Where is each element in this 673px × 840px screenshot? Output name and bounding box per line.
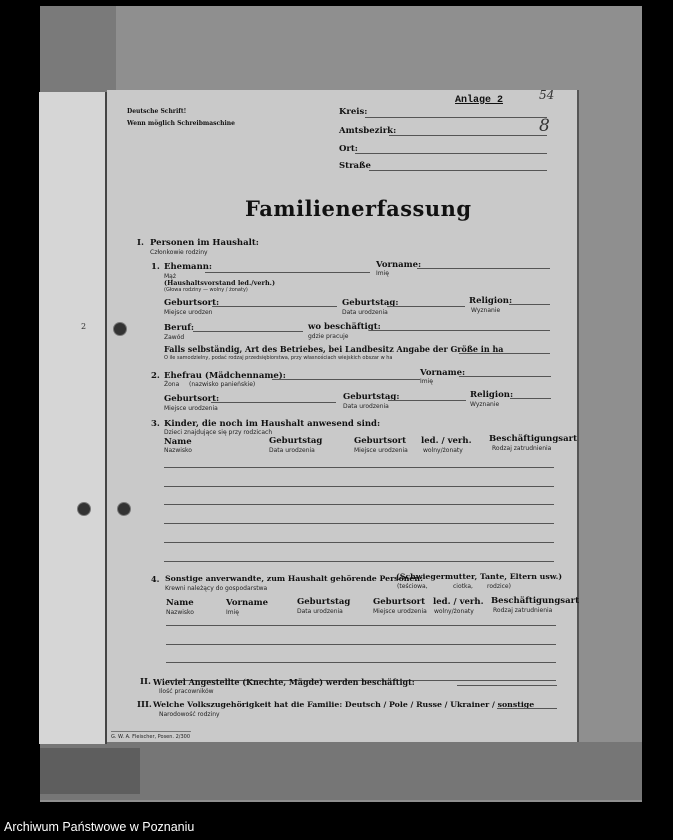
wife-geburtsort-label: Geburtsort: [164,394,220,404]
wife-geburtsort-field[interactable] [211,402,336,403]
relatives-col-beschaeftigung-pl: Rodzaj zatrudnienia [493,607,553,614]
relatives-col-geburtsort: Geburtsort [373,597,426,607]
husband-religion-label: Religion: [469,296,513,306]
relatives-col-status-pl: wolny/żonaty [434,608,474,615]
husband-geburtstag-field[interactable] [387,306,465,307]
relatives-examples-pl2: ciotka, [453,583,473,590]
section3-text-pl: Narodowość rodziny [159,711,220,718]
children-number: 3. [151,419,160,429]
flap-mark: 2 [81,322,87,331]
printer-imprint: G. W. A. Fleischer, Posen. 2/300 [111,734,191,740]
wife-geburtsort-pl: Miejsce urodzenia [164,405,218,412]
children-heading: Kinder, die noch im Haushalt anwesend sind: [164,419,381,429]
punch-hole [77,502,91,516]
kreis-field[interactable] [365,117,547,118]
wife-label-pl2: (nazwisko panieńskie) [189,381,256,388]
children-row-line[interactable] [164,467,554,468]
form-title: Familienerfassung [245,196,472,221]
relatives-col-vorname: Vorname [226,598,269,608]
anlage-label: Anlage 2 [455,95,504,106]
relatives-row-line[interactable] [166,644,556,645]
strasse-field[interactable] [369,170,547,171]
relatives-heading-pl: Krewni należący do gospodarstwa [165,585,268,592]
children-col-name-pl: Nazwisko [164,447,192,454]
relatives-col-vorname-pl: Imię [226,609,239,616]
relatives-row-line[interactable] [166,662,556,663]
husband-vorname-field[interactable] [417,268,550,269]
children-col-geburtsort: Geburtsort [354,436,407,446]
ort-field[interactable] [355,153,547,154]
husband-vorname-pl: Imię [376,270,389,277]
wife-label: Ehefrau (Mädchenname): [164,371,286,381]
wife-geburtstag-label: Geburtstag: [343,392,400,402]
backboard-left-corner [40,6,116,102]
husband-label-pl: Mąż [164,273,177,280]
husband-falls-pl: O ile samodzielny, podać rodzaj przedsiębiorstwa, przy własnościach wiejskich obszar w ha [164,355,393,361]
children-col-name: Name [164,437,192,447]
section3-field[interactable] [497,708,557,709]
handwritten-mark: 8 [539,116,550,136]
wife-number: 2. [151,371,160,381]
punch-hole [117,502,131,516]
wife-vorname-label: Vorname: [420,368,466,378]
husband-religion-pl: Wyznanie [471,307,501,314]
relatives-col-geburtsort-pl: Miejsce urodzenia [373,608,427,615]
husband-beruf-pl: Zawód [164,334,185,341]
children-col-status: led. / verh. [421,436,472,446]
section2-field[interactable] [457,685,557,686]
children-col-geburtstag: Geburtstag [269,436,323,446]
form-sheet [107,90,579,742]
husband-religion-field[interactable] [509,304,550,305]
husband-falls-field[interactable] [459,353,550,354]
section1-heading: Personen im Haushalt: [150,238,259,248]
children-heading-pl: Dzieci znajdujące się przy rodzicach [164,429,273,436]
wife-geburtstag-field[interactable] [388,400,466,401]
children-row-line[interactable] [164,561,554,562]
husband-label: Ehemann: [164,262,213,272]
husband-beruf-label: Beruf: [164,323,195,333]
wife-label-pl: Żona [164,381,180,388]
husband-falls-label: Falls selbständig, Art des Betriebes, bei Landbesitz Angabe der Größe in ha [164,344,504,354]
relatives-col-name: Name [166,598,194,608]
backboard-bottom-left [40,748,140,794]
punch-hole [113,322,127,336]
wife-vorname-pl: Imię [420,378,433,385]
children-col-geburtsort-pl: Miejsce urodzenia [354,447,408,454]
children-col-status-pl: wolny/żonaty [423,447,463,454]
section1-heading-pl: Członkowie rodziny [150,249,208,256]
husband-geburtsort-label: Geburtsort: [164,298,220,308]
husband-sub-pl: (Głowa rodziny — wolny / żonaty) [164,287,248,293]
wife-geburtstag-pl: Data urodzenia [343,403,389,410]
note-line1: Deutsche Schrift! [127,108,187,115]
husband-wo-field[interactable] [369,330,550,331]
husband-wo-label: wo beschäftigt: [308,322,381,332]
children-row-line[interactable] [164,542,554,543]
husband-sub: (Haushaltsvorstand led./verh.) [164,279,276,287]
relatives-row-line[interactable] [166,625,556,626]
husband-geburtsort-pl: Miejsce urodzen [164,309,213,316]
husband-geburtsort-field[interactable] [212,306,337,307]
folder-flap [39,92,107,744]
children-col-geburtstag-pl: Data urodzenia [269,447,315,454]
husband-wo-pl: gdzie pracuje [308,333,349,340]
section3-text: Welche Volkszugehörigkeit hat die Familie: Deutsch / Pole / Russe / Ukrainer / sonstige [153,700,535,709]
husband-beruf-field[interactable] [193,331,303,332]
wife-vorname-field[interactable] [459,376,551,377]
section2-text: Wieviel Angestellte (Knechte, Mägde) werden beschäftigt: [153,677,415,687]
children-row-line[interactable] [164,523,554,524]
husband-geburtstag-pl: Data urodzenia [342,309,388,316]
relatives-col-beschaeftigung: Beschäftigungsart [491,596,579,606]
husband-vorname-label: Vorname: [376,260,422,270]
wife-religion-field[interactable] [510,398,551,399]
relatives-col-name-pl: Nazwisko [166,609,194,616]
ort-label: Ort: [339,144,358,154]
printer-divider [111,731,191,732]
kreis-label: Kreis: [339,107,368,117]
husband-geburtstag-label: Geburtstag: [342,298,399,308]
strasse-label: Straße [339,161,371,171]
relatives-col-geburtstag: Geburtstag [297,597,351,607]
note-line2: Wenn möglich Schreibmaschine [127,120,235,127]
section1-number: I. [137,238,144,248]
relatives-col-status: led. / verh. [433,597,484,607]
children-col-beschaeftigung: Beschäftigungsart [489,434,577,444]
amtsbezirk-field[interactable] [389,135,547,136]
relatives-examples-pl1: (teściowa, [397,583,428,590]
wife-religion-pl: Wyznanie [470,401,500,408]
section2-text-pl: Ilość pracowników [159,688,214,695]
archive-caption: Archiwum Państwowe w Poznaniu [4,820,195,834]
handwritten-number: 54 [539,88,555,102]
wife-religion-label: Religion: [470,390,514,400]
relatives-number: 4. [151,574,160,584]
children-row-line[interactable] [164,486,554,487]
children-col-beschaeftigung-pl: Rodzaj zatrudnienia [492,445,552,452]
relatives-col-geburtstag-pl: Data urodzenia [297,608,343,615]
section3-number: III. [137,700,152,710]
relatives-examples-pl3: rodzice) [487,583,511,590]
wife-surname-field[interactable] [272,379,420,380]
relatives-heading: Sonstige anverwandte, zum Haushalt gehörende Personen: [165,574,423,583]
husband-number: 1. [151,262,160,272]
section2-number: II. [140,677,151,687]
amtsbezirk-label: Amtsbezirk: [339,126,397,136]
husband-surname-field[interactable] [205,272,370,273]
children-row-line[interactable] [164,504,554,505]
relatives-examples: (Schwiegermutter, Tante, Eltern usw.) [396,572,563,581]
